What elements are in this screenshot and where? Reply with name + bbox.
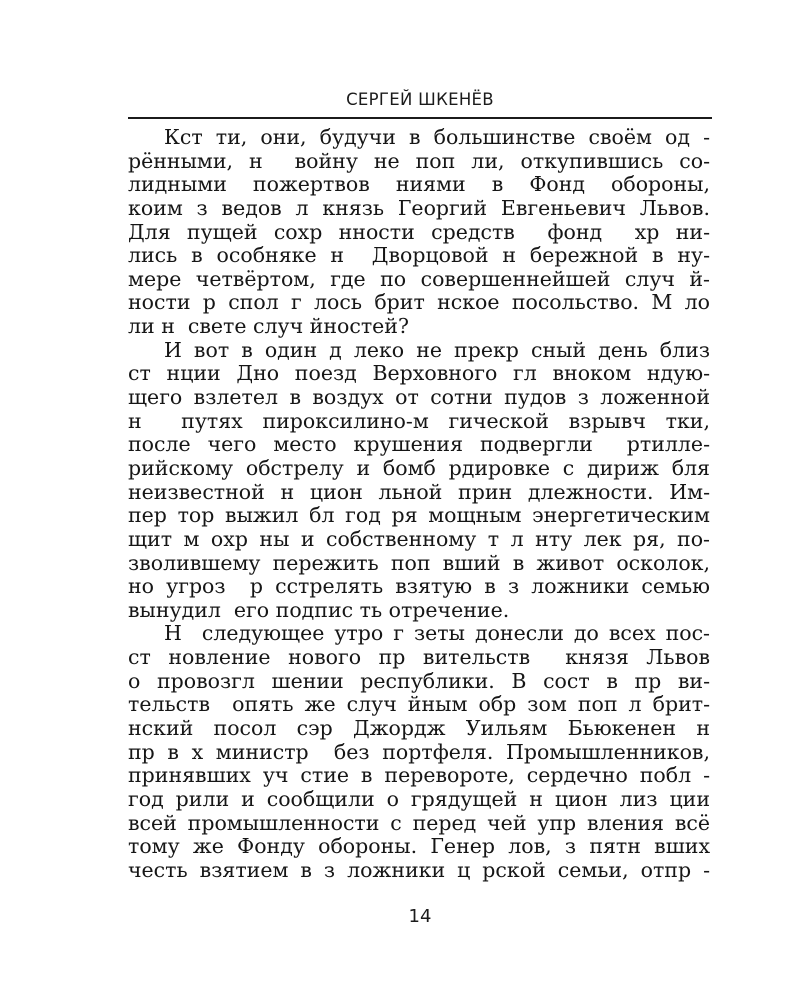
text-line: зволившему пережить поп вший в живот осколок, xyxy=(128,550,710,575)
text-line: И вот в один д леко не прекр сный день близ xyxy=(164,337,710,362)
text-line: тельств опять же случ йным обр зом поп л брит- xyxy=(128,692,710,717)
text-line: год рили и сообщили о грядущей н цион лиз ции xyxy=(128,786,710,811)
body-text xyxy=(128,126,710,883)
text-line: ли н свете случ йностей? xyxy=(128,314,409,339)
text-line: после чего место крушения подвергли ртилле- xyxy=(128,432,710,457)
text-line: щего взлетел в воздух от сотни пудов з ложенной xyxy=(128,385,710,410)
paragraph xyxy=(128,339,710,623)
text-line: неизвестной н цион льной прин длежности. Им- xyxy=(128,479,710,504)
text-line: лидными пожертвов ниями в Фонд обороны, xyxy=(128,172,710,197)
text-line: тому же Фонду обороны. Генер лов, з пятн вших xyxy=(128,834,710,859)
text-line: ности р спол г лось брит нское посольство. М ло xyxy=(128,290,710,315)
text-line: ст нции Дно поезд Верховного гл вноком ндую- xyxy=(128,361,710,386)
text-line: рийскому обстрелу и бомб рдировке с дириж бля xyxy=(128,455,710,480)
text-line: рёнными, н войну не поп ли, откупившись со- xyxy=(128,148,710,173)
text-line: честь взятием в з ложники ц рской семьи, отпр - xyxy=(128,857,710,882)
paragraph xyxy=(128,126,710,339)
text-line: мере четвёртом, где по совершеннейшей случ й- xyxy=(128,266,710,291)
text-line: н путях пироксилино-м гической взрывч тки, xyxy=(128,408,710,433)
text-line: принявших уч стие в перевороте, сердечно побл - xyxy=(128,763,710,788)
paragraph xyxy=(128,622,710,882)
text-line: всей промышленности с перед чей упр вления всё xyxy=(128,810,710,835)
text-line: но угроз р сстрелять взятую в з ложники семью xyxy=(128,574,710,599)
text-line: коим з ведов л князь Георгий Евгеньевич Львов. xyxy=(128,195,710,220)
text-line: ст новление нового пр вительств князя Львов xyxy=(128,645,710,670)
text-line: лись в особняке н Дворцовой н бережной в ну- xyxy=(128,243,710,268)
text-line: пер тор выжил бл год ря мощным энергетическим xyxy=(128,503,710,528)
header-rule xyxy=(128,117,712,119)
page-number: 14 xyxy=(408,906,432,927)
text-line: пр в х министр без портфеля. Промышленников, xyxy=(128,739,710,764)
text-line: о провозгл шении республики. В сост в пр ви- xyxy=(128,668,710,693)
text-line: Для пущей сохр нности средств фонд хр ни- xyxy=(128,219,710,244)
text-line: Кст ти, они, будучи в большинстве своём од - xyxy=(164,125,710,149)
text-line: вынудил его подпис ть отречение. xyxy=(128,597,510,622)
text-line: щит м охр ны и собственному т л нту лек ря, по- xyxy=(128,526,710,551)
text-line: Н следующее утро г зеты донесли до всех пос- xyxy=(164,621,710,646)
running-head-author: СЕРГЕЙ ШКЕНЁВ xyxy=(346,90,494,109)
text-line: нский посол сэр Джордж Уильям Бьюкенен н xyxy=(128,716,710,741)
